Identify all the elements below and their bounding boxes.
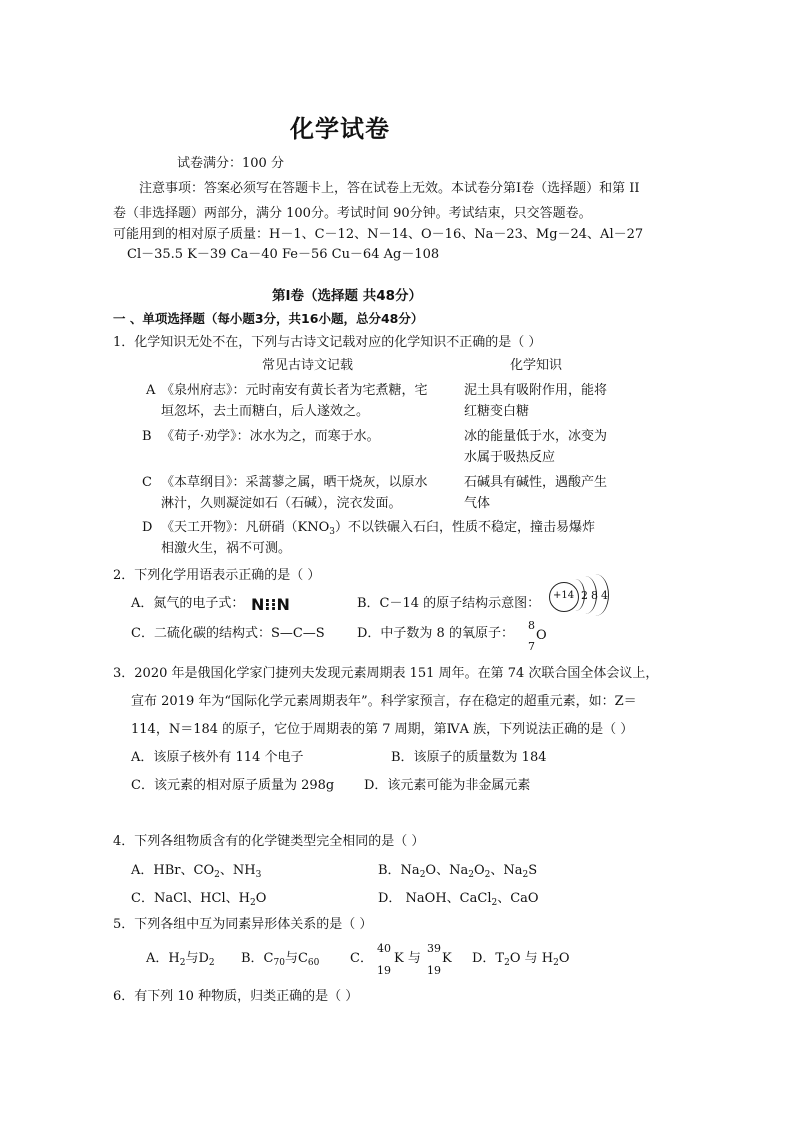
q4-option-c: C．NaCl、HCl、$H_2O$: [131, 891, 267, 908]
question-3-line-2: 宣布 2019 年为“国际化学元素周期表年”。科学家预言，存在稳定的超重元素，如：Z＝: [131, 694, 637, 709]
shell-electrons-2: 8: [591, 589, 598, 602]
q5-option-c-label: C．: [350, 951, 373, 966]
q1-col-left-header: 常见古诗文记载: [262, 358, 354, 373]
question-4-stem: 4．下列各组物质含有的化学键类型完全相同的是（ ）: [113, 834, 425, 849]
q1-row-a-left-2: 垣忽坏，去土而糖白，后人遂效之。: [161, 404, 370, 419]
q5-option-a: A．$H_2$与$D_2$: [146, 951, 215, 968]
q1-row-a-right-1: 泥土具有吸附作用，能将: [464, 383, 608, 398]
q1-row-a-right-2: 红糖变白糖: [464, 404, 530, 419]
exam-title: 化学试卷: [290, 114, 390, 143]
section1-title: 一 、单项选择题（每小题3分，共16小题，总分48分）: [113, 311, 424, 326]
q3-option-d: D．该元素可能为非金属元素: [364, 778, 531, 793]
notice-line-2: 卷（非选择题）两部分，满分 100分。考试时间 90分钟。考试结束，只交答题卷。: [113, 206, 592, 221]
q1-row-a-left-1: 《泉州府志》：元时南安有黄长者为宅煮糖，宅: [161, 383, 428, 398]
q4-option-a: A．HBr、$CO_2$、$NH_3$: [131, 863, 262, 880]
atomic-mass-line-1: 可能用到的相对原子质量：H－1、C－12、N－14、O－16、Na－23、Mg－24、Al－27: [113, 227, 644, 242]
question-2-stem: 2．下列化学用语表示正确的是（ ）: [113, 568, 321, 583]
q1-row-c-letter: C: [142, 475, 152, 490]
q1-row-c-left-1: 《本草纲目》：采蒿蓼之属，晒干烧灰，以原水: [161, 475, 428, 490]
notice-line-1: 注意事项：答案必须写在答题卡上，答在试卷上无效。本试卷分第Ⅰ卷（选择题）和第 II: [139, 181, 640, 196]
question-6-stem: 6．有下列 10 种物质，归类正确的是（ ）: [113, 989, 359, 1004]
q3-option-a: A．该原子核外有 114 个电子: [131, 750, 304, 765]
q1-row-b-letter: B: [142, 429, 152, 444]
q2-oxygen-proton-number: 7: [528, 640, 535, 653]
atomic-mass-line-2: Cl－35.5 K－39 Ca－40 Fe－56 Cu－64 Ag－108: [127, 247, 440, 262]
nucleus-charge: +14: [553, 590, 575, 601]
q3-option-b: B．该原子的质量数为 184: [391, 750, 547, 765]
q5-k40-proton-number: 19: [377, 964, 391, 977]
q2-option-b: B．C－14 的原子结构示意图：: [357, 596, 541, 611]
full-score: 试卷满分：100 分: [177, 156, 284, 171]
q1-row-d-left-2: 相激火生，祸不可测。: [161, 541, 292, 556]
q2-option-a: A．氮气的电子式：: [131, 596, 245, 611]
q5-k39-symbol: K: [442, 951, 452, 966]
q2-option-d: D．中子数为 8 的氧原子：: [357, 626, 514, 641]
question-3-line-3: 114，N＝184 的原子，它位于周期表的第 7 周期，第ⅣA 族，下列说法正确的是（ ）: [131, 722, 634, 737]
part1-title: 第Ⅰ卷（选择题 共48分）: [272, 288, 423, 304]
q1-row-b-right-1: 冰的能量低于水，冰变为: [464, 429, 608, 444]
q5-k40-mass-number: 40: [377, 942, 391, 955]
carbon-atom-structure-diagram: [548, 578, 614, 616]
question-1-stem: 1．化学知识无处不在，下列与古诗文记载对应的化学知识不正确的是（ ）: [113, 335, 542, 350]
q1-row-c-right-1: 石碱具有碱性，遇酸产生: [464, 475, 608, 490]
q5-k39-mass-number: 39: [427, 942, 441, 955]
q1-row-b-left-1: 《荀子·劝学》：冰水为之，而寒于水。: [161, 429, 380, 444]
shell-electrons-1: 2: [581, 589, 588, 602]
q1-col-right-header: 化学知识: [510, 358, 563, 373]
q1-row-b-right-2: 水属于吸热反应: [464, 450, 556, 465]
q4-option-d: D． NaOH、CaCl$_2$、CaO: [378, 891, 539, 908]
q5-option-b: B．$C_{70}$与$C_{60}$: [241, 951, 320, 968]
q1-row-c-right-2: 气体: [464, 496, 491, 511]
q1-row-a-letter: A: [146, 383, 156, 398]
question-3-line-1: 3．2020 年是俄国化学家门捷列夫发现元素周期表 151 周年。在第 74 次联合国全体会议上，: [113, 666, 659, 681]
q1-row-d-letter: D: [142, 520, 153, 535]
q5-option-d: D．$T_2O$ 与 $H_2O$: [472, 951, 570, 968]
q2-oxygen-symbol: O: [536, 628, 547, 643]
q3-option-c: C．该元素的相对原子质量为 298g: [131, 778, 335, 793]
q5-k39-proton-number: 19: [427, 964, 441, 977]
question-5-stem: 5．下列各组中互为同素异形体关系的是（ ）: [113, 917, 373, 932]
shell-electrons-3: 4: [601, 589, 608, 602]
q2-oxygen-mass-number: 8: [528, 619, 535, 632]
q1-row-d-left-1: 《天工开物》：凡研硝$(KNO_3)$不以铁碾入石臼，性质不稳定，撞击易爆炸: [161, 520, 595, 537]
q2-nitrogen-electron-formula: N⁝⁝N: [251, 595, 290, 614]
q4-option-b: B．$Na_2O$、$Na_2O_2$、$Na_2S$: [378, 863, 538, 880]
q1-row-c-left-2: 淋汁，久则凝淀如石（石碱），浣衣发面。: [161, 496, 402, 511]
q2-option-c: C．二硫化碳的结构式：S—C—S: [131, 626, 325, 641]
q5-k40-symbol: K 与: [394, 951, 421, 966]
